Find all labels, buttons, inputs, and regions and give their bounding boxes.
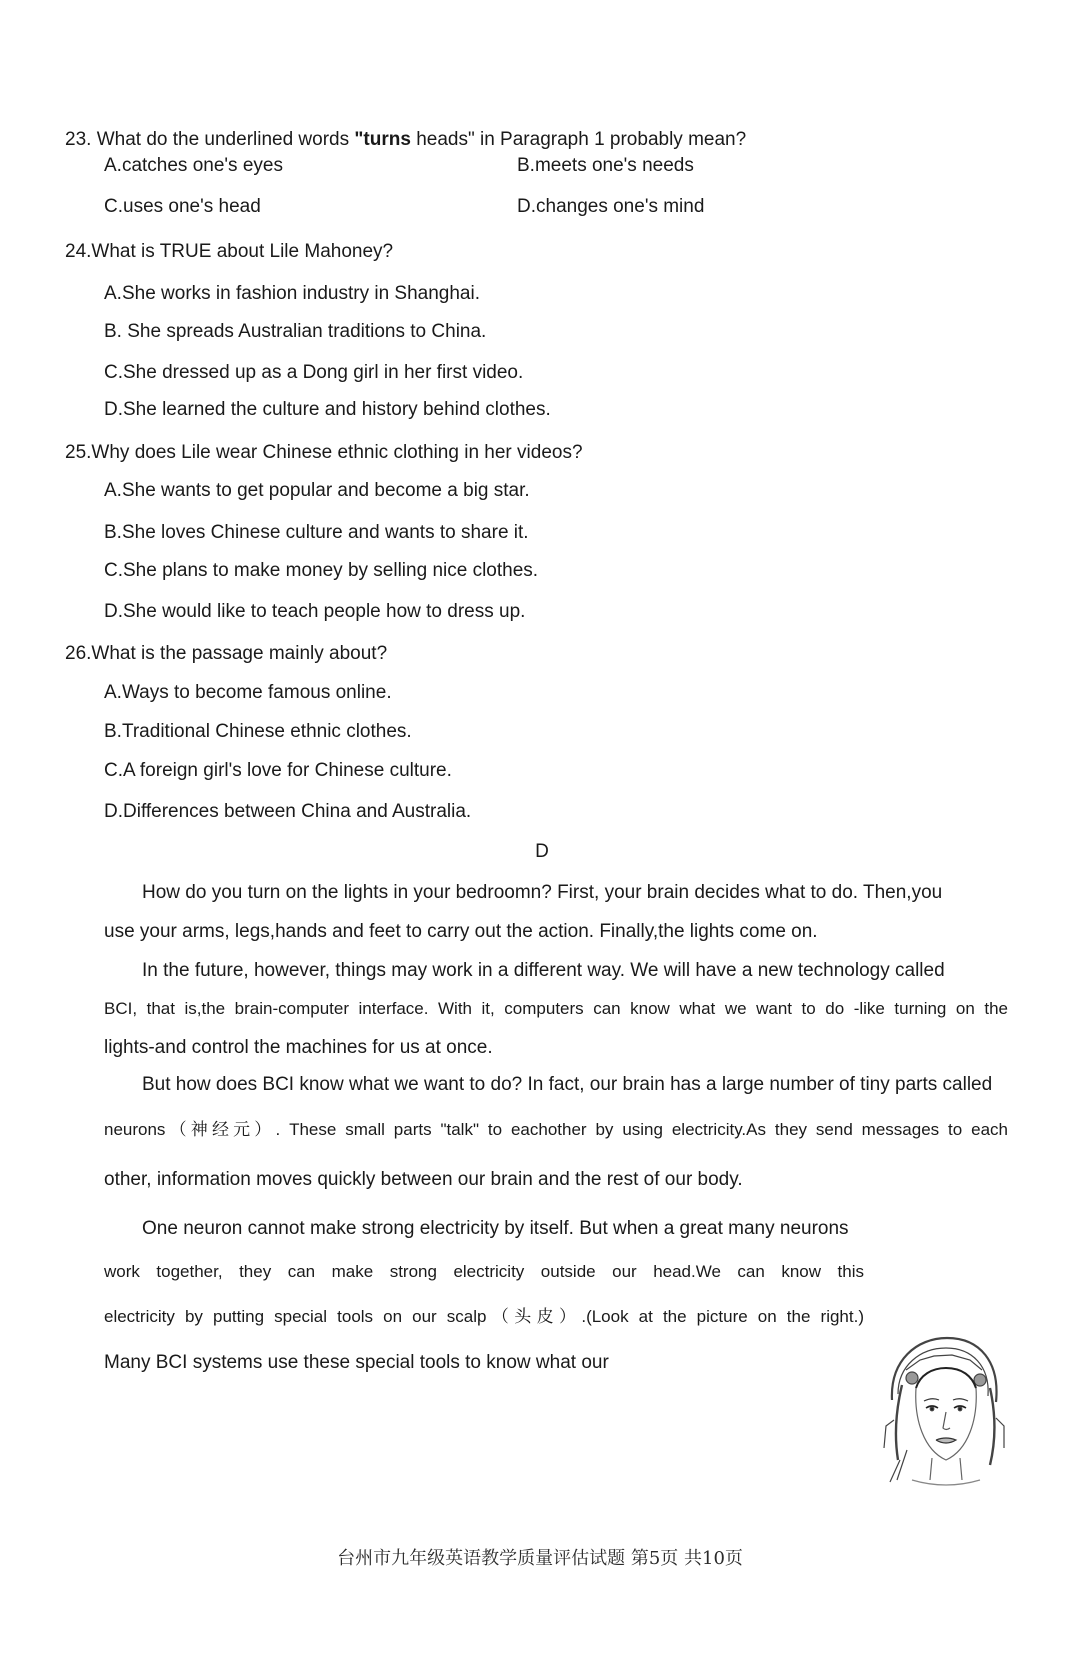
q23-option-c: C.uses one's head	[104, 196, 261, 217]
passage-p2-line3: lights-and control the machines for us at once.	[104, 1037, 493, 1058]
q23-option-a: A.catches one's eyes	[104, 155, 283, 176]
passage-p4-line1: One neuron cannot make strong electricity by itself. But when a great many neurons	[142, 1218, 849, 1239]
passage-p4-line3: electricity by putting special tools on our scalp（头皮）.(Look at the picture on the right.)	[104, 1307, 864, 1326]
passage-p2-line2: BCI, that is,the brain-computer interface. With it, computers can know what we want to do -like turning on the	[104, 999, 1008, 1018]
q24-option-b: B. She spreads Australian traditions to China.	[104, 321, 487, 342]
q26-option-b: B.Traditional Chinese ethnic clothes.	[104, 721, 412, 742]
q25-option-a: A.She wants to get popular and become a big star.	[104, 480, 530, 501]
passage-p4-line4: Many BCI systems use these special tools to know what our	[104, 1352, 609, 1373]
passage-p2-line1: In the future, however, things may work in a different way. We will have a new technology called	[142, 960, 945, 981]
q23-stem-post: heads" in Paragraph 1 probably mean?	[410, 129, 747, 150]
section-d-label: D	[535, 841, 549, 862]
q25-option-d: D.She would like to teach people how to dress up.	[104, 601, 526, 622]
page-footer: 台州市九年级英语教学质量评估试题 第5页 共10页	[337, 1548, 743, 1569]
q23-stem-pre: 23. What do the underlined words	[65, 129, 355, 150]
q25-stem: 25.Why does Lile wear Chinese ethnic clothing in her videos?	[65, 442, 583, 463]
passage-p1-line2: use your arms, legs,hands and feet to carry out the action. Finally,the lights come on.	[104, 921, 818, 942]
passage-p4-line2: work together, they can make strong electricity outside our head.We can know this	[104, 1262, 864, 1281]
q24-stem: 24.What is TRUE about Lile Mahoney?	[65, 241, 394, 262]
q26-option-c: C.A foreign girl's love for Chinese culture.	[104, 760, 452, 781]
q25-option-c: C.She plans to make money by selling nice clothes.	[104, 560, 539, 581]
q26-stem: 26.What is the passage mainly about?	[65, 643, 388, 664]
passage-p3-line2: neurons（神经元）. These small parts "talk" to eachother by using electricity.As they send messages to each	[104, 1120, 1008, 1139]
q26-option-a: A.Ways to become famous online.	[104, 682, 392, 703]
q24-option-d: D.She learned the culture and history behind clothes.	[104, 399, 551, 420]
q25-option-b: B.She loves Chinese culture and wants to share it.	[104, 522, 529, 543]
q23-option-b: B.meets one's needs	[517, 155, 694, 176]
passage-p3-line3: other, information moves quickly between our brain and the rest of our body.	[104, 1169, 743, 1190]
q23-option-d: D.changes one's mind	[517, 196, 705, 217]
q23-stem-bold: "turns	[354, 129, 411, 150]
q24-option-a: A.She works in fashion industry in Shanghai.	[104, 283, 480, 304]
bci-portrait-illustration	[872, 1330, 1012, 1490]
q24-option-c: C.She dressed up as a Dong girl in her first video.	[104, 362, 524, 383]
passage-p3-line1: But how does BCI know what we want to do? In fact, our brain has a large number of tiny parts called	[142, 1074, 993, 1095]
q23-stem	[65, 128, 746, 152]
passage-p1-line1: How do you turn on the lights in your bedroomn? First, your brain decides what to do. Then,you	[142, 882, 943, 903]
q26-option-d: D.Differences between China and Australia.	[104, 801, 472, 822]
